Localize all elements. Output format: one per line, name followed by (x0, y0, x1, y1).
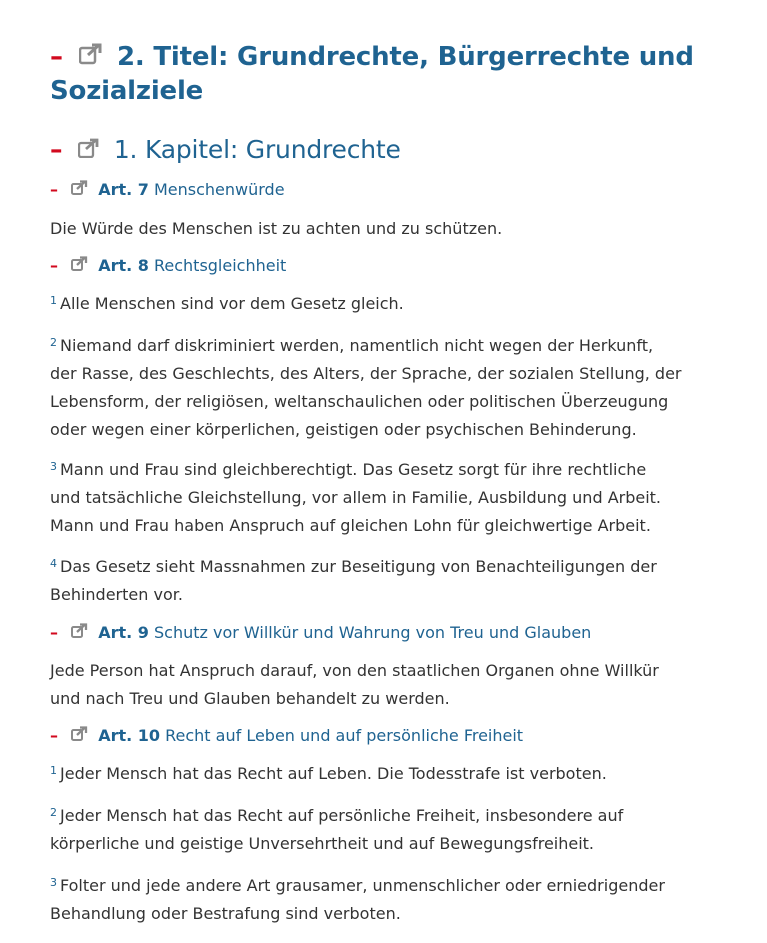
paragraph (50, 553, 730, 609)
article-number[interactable]: Art. 7 (98, 180, 149, 199)
paragraph (50, 290, 730, 318)
external-link-icon[interactable] (71, 623, 88, 638)
external-link-icon[interactable] (79, 43, 103, 65)
titel-heading (50, 40, 750, 108)
paragraph-number: 2 (50, 806, 57, 819)
titel-link[interactable]: 2. Titel: Grundrechte, Bürgerrechte und (116, 42, 694, 72)
paragraph-line: Die Würde des Menschen ist zu achten und zu schützen. (50, 219, 503, 238)
paragraph-line: und tatsächliche Gleichstellung, vor allem in Familie, Ausbildung und Arbeit. (50, 488, 662, 507)
paragraph-number: 1 (50, 294, 57, 307)
paragraph-line: und nach Treu und Glauben behandelt zu werden. (50, 689, 450, 708)
paragraph-line: oder wegen einer körperlichen, geistigen oder psychischen Behinderung. (50, 420, 637, 439)
paragraph-line: Jede Person hat Anspruch darauf, von den staatlichen Organen ohne Willkür (50, 661, 659, 680)
external-link-icon[interactable] (78, 138, 100, 158)
paragraph-line: Alle Menschen sind vor dem Gesetz gleich. (60, 294, 404, 313)
paragraph-number: 4 (50, 557, 57, 570)
art10-collapse-toggle[interactable]: – (50, 726, 58, 745)
paragraph-number: 1 (50, 764, 57, 777)
article-number[interactable]: Art. 9 (98, 623, 149, 642)
paragraph-line: Jeder Mensch hat das Recht auf persönliche Freiheit, insbesondere auf (60, 806, 624, 825)
article-title[interactable]: Rechtsgleichheit (153, 256, 287, 275)
article-heading-art8 (50, 255, 286, 277)
titel-link-line2[interactable]: Sozialziele (50, 76, 204, 106)
paragraph-number: 3 (50, 460, 57, 473)
paragraph (50, 456, 730, 540)
external-link-icon[interactable] (71, 180, 88, 195)
external-link-icon[interactable] (71, 256, 88, 271)
art8-collapse-toggle[interactable]: – (50, 256, 58, 275)
paragraph (50, 657, 730, 713)
article-number[interactable]: Art. 10 (98, 726, 161, 745)
paragraph (50, 802, 730, 858)
paragraph-line: Behinderten vor. (50, 585, 183, 604)
paragraph (50, 215, 730, 243)
external-link-icon[interactable] (71, 726, 88, 741)
paragraph-line: Mann und Frau sind gleichberechtigt. Das Gesetz sorgt für ihre rechtliche (60, 460, 647, 479)
paragraph (50, 332, 730, 444)
article-heading-art7 (50, 179, 285, 201)
article-heading-art10 (50, 725, 523, 747)
article-title[interactable]: Schutz vor Willkür und Wahrung von Treu und Glauben (153, 623, 592, 642)
paragraph (50, 872, 730, 928)
paragraph-line: Behandlung oder Bestrafung sind verboten. (50, 904, 401, 923)
article-number[interactable]: Art. 8 (98, 256, 149, 275)
kapitel-link[interactable]: 1. Kapitel: Grundrechte (113, 135, 401, 164)
paragraph-line: Das Gesetz sieht Massnahmen zur Beseitigung von Benachteiligungen der (60, 557, 657, 576)
paragraph-line: Jeder Mensch hat das Recht auf Leben. Die Todesstrafe ist verboten. (60, 764, 607, 783)
kapitel-heading (50, 134, 401, 166)
article-title[interactable]: Menschenwürde (153, 180, 285, 199)
article-title[interactable]: Recht auf Leben und auf persönliche Freiheit (165, 726, 524, 745)
paragraph-number: 2 (50, 336, 57, 349)
paragraph (50, 760, 730, 788)
paragraph-line: der Rasse, des Geschlechts, des Alters, der Sprache, der sozialen Stellung, der (50, 364, 682, 383)
article-heading-art9 (50, 622, 591, 644)
paragraph-number: 3 (50, 876, 57, 889)
paragraph-line: Folter und jede andere Art grausamer, unmenschlicher oder erniedrigender (60, 876, 665, 895)
paragraph-line: Lebensform, der religiösen, weltanschaulichen oder politischen Überzeugung (50, 392, 669, 411)
titel-collapse-toggle[interactable]: – (50, 42, 63, 72)
paragraph-line: Mann und Frau haben Anspruch auf gleichen Lohn für gleichwertige Arbeit. (50, 516, 651, 535)
paragraph-line: Niemand darf diskriminiert werden, namentlich nicht wegen der Herkunft, (60, 336, 654, 355)
art9-collapse-toggle[interactable]: – (50, 623, 58, 642)
paragraph-line: körperliche und geistige Unversehrtheit und auf Bewegungsfreiheit. (50, 834, 595, 853)
kapitel-collapse-toggle[interactable]: – (50, 135, 63, 164)
art7-collapse-toggle[interactable]: – (50, 180, 58, 199)
